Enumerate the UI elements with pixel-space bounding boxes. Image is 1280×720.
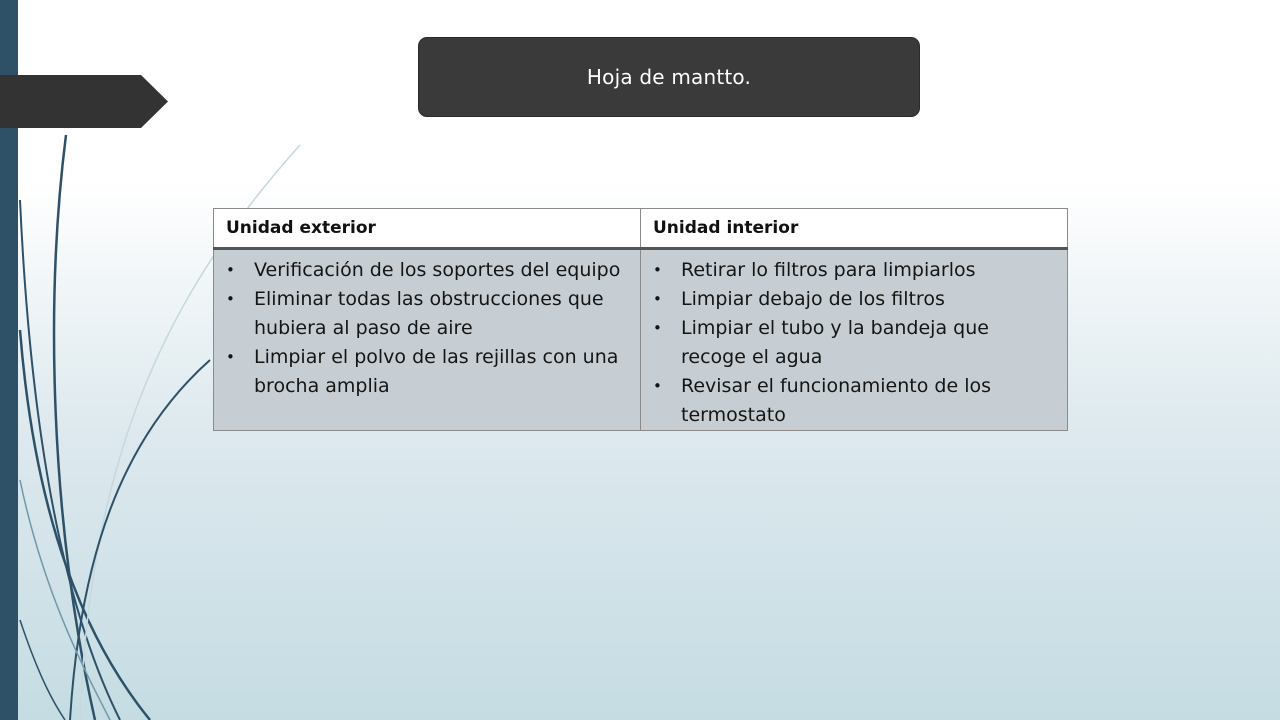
list-item: [653, 285, 1059, 314]
exterior-list: [226, 256, 632, 401]
bullet-icon: •: [653, 261, 662, 279]
bullet-icon: •: [226, 290, 235, 308]
list-item-text: Verificación de los soportes del equipo: [254, 259, 621, 281]
maintenance-table: [213, 208, 1068, 430]
bullet-icon: •: [226, 348, 235, 366]
bullet-icon: •: [653, 290, 662, 308]
list-item-text: Limpiar el tubo y la bandeja que recoge el agua: [681, 317, 989, 368]
interior-list: [653, 256, 1059, 430]
table-row: [214, 249, 1068, 431]
list-item: [226, 256, 632, 285]
list-item: [653, 372, 1059, 430]
bullet-icon: •: [226, 261, 235, 279]
exterior-cell: [214, 249, 641, 431]
list-item: [226, 285, 632, 343]
table: [213, 208, 1068, 431]
bullet-icon: •: [653, 377, 662, 395]
list-item-text: Limpiar debajo de los filtros: [681, 288, 945, 310]
header-exterior: Unidad exterior: [214, 209, 641, 249]
list-item: [653, 256, 1059, 285]
list-item-text: Limpiar el polvo de las rejillas con una brocha amplia: [254, 346, 619, 397]
bullet-icon: •: [653, 319, 662, 337]
list-item: [226, 343, 632, 401]
list-item: [653, 314, 1059, 372]
list-item-text: Retirar lo filtros para limpiarlos: [681, 259, 976, 281]
header-interior: Unidad interior: [641, 209, 1068, 249]
table-header-row: [214, 209, 1068, 249]
slide-title: Hoja de mantto.: [586, 65, 752, 89]
list-item-text: Eliminar todas las obstrucciones que hubiera al paso de aire: [254, 288, 604, 339]
title-box: [418, 37, 920, 117]
interior-cell: [641, 249, 1068, 431]
arrow-tab-shape: [0, 75, 168, 128]
list-item-text: Revisar el funcionamiento de los termostato: [681, 375, 991, 426]
